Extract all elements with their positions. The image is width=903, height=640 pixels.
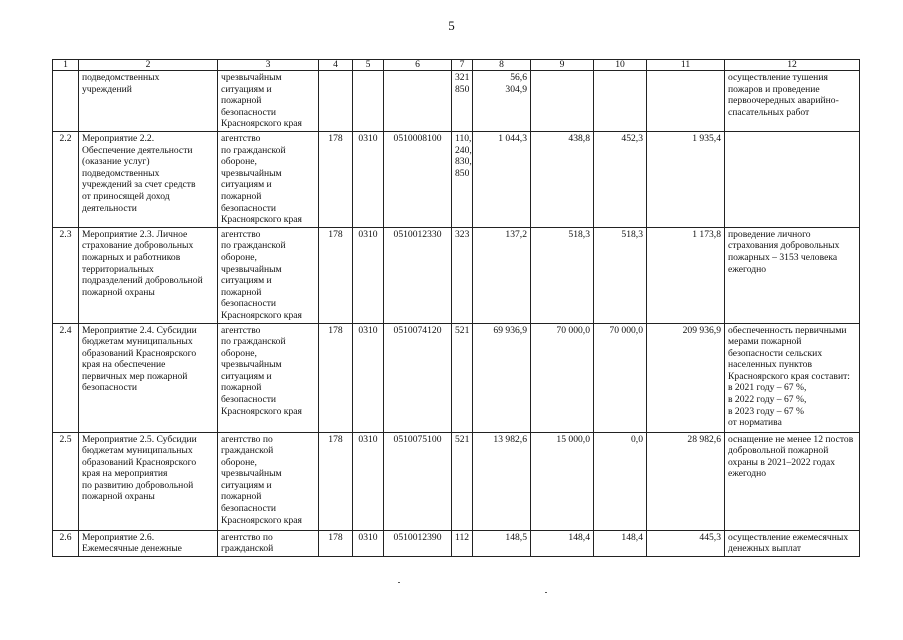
expected-result-cell: проведение личного страхования добровольных пожарных – 3153 человека ежегодно	[725, 227, 860, 323]
amount-2021-cell: 56,6 304,9	[473, 71, 531, 132]
column-header: 2	[79, 60, 218, 71]
row-number-cell: 2.2	[53, 132, 79, 228]
expected-result-cell: обеспеченность первичными мерами пожарной безопасности сельских населенных пунктов Красноярского края составит: в 2021 году – 67 %, в 2022 году – 67 %, в 2023 году – 67 % от норматива	[725, 323, 860, 432]
amount-2022-cell: 148,4	[531, 530, 594, 556]
executor-cell: агентство по гражданской обороне, чрезвычайным ситуациям и пожарной безопасности Красноярского края	[218, 132, 319, 228]
amount-total-cell	[647, 71, 725, 132]
amount-2021-cell: 148,5	[473, 530, 531, 556]
amount-2022-cell: 438,8	[531, 132, 594, 228]
expense-type-cell: 110, 240, 830, 850	[452, 132, 473, 228]
section-code-cell	[353, 71, 384, 132]
amount-total-cell: 445,3	[647, 530, 725, 556]
amount-2021-cell: 137,2	[473, 227, 531, 323]
header-row	[53, 60, 860, 71]
executor-cell: агентство по гражданской обороне, чрезвычайным ситуациям и пожарной безопасности Красноярского края	[218, 432, 319, 530]
amount-2022-cell: 70 000,0	[531, 323, 594, 432]
activity-cell: Мероприятие 2.6. Ежемесячные денежные	[79, 530, 218, 556]
table-row	[53, 530, 860, 556]
table-row	[53, 323, 860, 432]
expected-result-cell: оснащение не менее 12 постов добровольной пожарной охраны в 2021–2022 годах ежегодно	[725, 432, 860, 530]
section-code-cell: 0310	[353, 530, 384, 556]
column-header: 6	[384, 60, 452, 71]
table-row	[53, 432, 860, 530]
target-code-cell: 0510075100	[384, 432, 452, 530]
row-number-cell: 2.3	[53, 227, 79, 323]
executor-cell: агентство по гражданской обороне, чрезвычайным ситуациям и пожарной безопасности Красноярского края	[218, 323, 319, 432]
amount-2023-cell: 452,3	[594, 132, 647, 228]
target-code-cell: 0510012330	[384, 227, 452, 323]
grbs-code-cell: 178	[319, 132, 353, 228]
column-header: 1	[53, 60, 79, 71]
section-code-cell: 0310	[353, 323, 384, 432]
amount-2023-cell: 518,3	[594, 227, 647, 323]
amount-2022-cell: 15 000,0	[531, 432, 594, 530]
amount-2022-cell	[531, 71, 594, 132]
target-code-cell: 0510012390	[384, 530, 452, 556]
amount-2022-cell: 518,3	[531, 227, 594, 323]
table-row	[53, 71, 860, 132]
expense-type-cell: 521	[452, 323, 473, 432]
executor-cell: агентство по гражданской	[218, 530, 319, 556]
column-header: 12	[725, 60, 860, 71]
executor-cell: чрезвычайным ситуациям и пожарной безопасности Красноярского края	[218, 71, 319, 132]
target-code-cell: 0510008100	[384, 132, 452, 228]
grbs-code-cell: 178	[319, 432, 353, 530]
activity-cell: подведомственных учреждений	[79, 71, 218, 132]
column-header: 11	[647, 60, 725, 71]
target-code-cell: 0510074120	[384, 323, 452, 432]
activity-cell: Мероприятие 2.5. Субсидии бюджетам муниципальных образований Красноярского края на мероприятия по развитию добровольной пожарной охраны	[79, 432, 218, 530]
column-header: 9	[531, 60, 594, 71]
table-row	[53, 227, 860, 323]
amount-2023-cell: 0,0	[594, 432, 647, 530]
program-table	[52, 59, 860, 557]
grbs-code-cell: 178	[319, 323, 353, 432]
expense-type-cell: 521	[452, 432, 473, 530]
column-header: 3	[218, 60, 319, 71]
column-header: 10	[594, 60, 647, 71]
amount-2021-cell: 1 044,3	[473, 132, 531, 228]
expense-type-cell: 112	[452, 530, 473, 556]
expense-type-cell: 323	[452, 227, 473, 323]
section-code-cell: 0310	[353, 132, 384, 228]
amount-total-cell: 209 936,9	[647, 323, 725, 432]
page-number: 5	[448, 18, 455, 33]
row-number-cell: 2.5	[53, 432, 79, 530]
expected-result-cell: осуществление тушения пожаров и проведение первоочередных аварийно- спасательных работ	[725, 71, 860, 132]
row-number-cell	[53, 71, 79, 132]
row-number-cell: 2.4	[53, 323, 79, 432]
column-header: 8	[473, 60, 531, 71]
column-header: 5	[353, 60, 384, 71]
amount-total-cell: 1 935,4	[647, 132, 725, 228]
scan-speck	[545, 592, 547, 593]
expected-result-cell	[725, 132, 860, 228]
expected-result-cell: осуществление ежемесячных денежных выплат	[725, 530, 860, 556]
amount-2023-cell: 148,4	[594, 530, 647, 556]
grbs-code-cell	[319, 71, 353, 132]
activity-cell: Мероприятие 2.4. Субсидии бюджетам муниципальных образований Красноярского края на обеспечение первичных мер пожарной безопасности	[79, 323, 218, 432]
activity-cell: Мероприятие 2.3. Личное страхование добровольных пожарных и работников территориальных подразделений добровольной пожарной охраны	[79, 227, 218, 323]
column-header: 7	[452, 60, 473, 71]
executor-cell: агентство по гражданской обороне, чрезвычайным ситуациям и пожарной безопасности Красноярского края	[218, 227, 319, 323]
section-code-cell: 0310	[353, 432, 384, 530]
grbs-code-cell: 178	[319, 227, 353, 323]
amount-2023-cell	[594, 71, 647, 132]
expense-type-cell: 321 850	[452, 71, 473, 132]
scan-speck	[398, 582, 400, 583]
amount-total-cell: 1 173,8	[647, 227, 725, 323]
amount-2021-cell: 69 936,9	[473, 323, 531, 432]
table-row	[53, 132, 860, 228]
amount-2023-cell: 70 000,0	[594, 323, 647, 432]
section-code-cell: 0310	[353, 227, 384, 323]
amount-total-cell: 28 982,6	[647, 432, 725, 530]
row-number-cell: 2.6	[53, 530, 79, 556]
target-code-cell	[384, 71, 452, 132]
column-header: 4	[319, 60, 353, 71]
grbs-code-cell: 178	[319, 530, 353, 556]
amount-2021-cell: 13 982,6	[473, 432, 531, 530]
activity-cell: Мероприятие 2.2. Обеспечение деятельности (оказание услуг) подведомственных учреждений за счет средств от приносящей доход деятельности	[79, 132, 218, 228]
